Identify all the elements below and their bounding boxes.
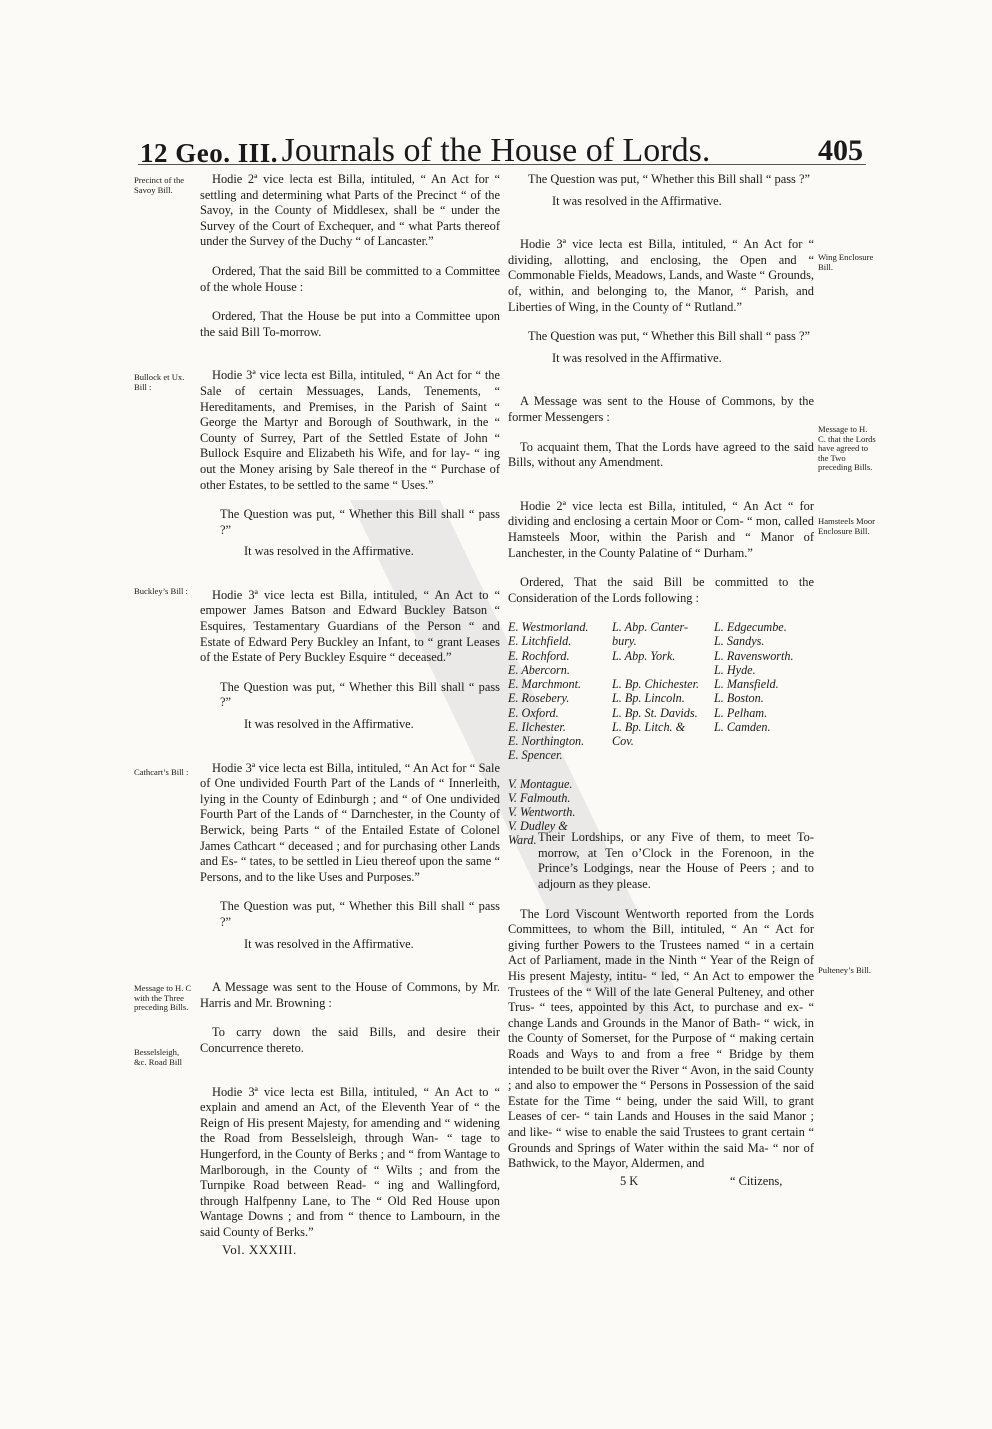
lords-column-barons xyxy=(714,620,794,734)
margin-note-message-commons: Message to H. C with the Three preceding Bills. xyxy=(134,983,192,1013)
lord-name: L. Boston. xyxy=(714,691,764,706)
right-column xyxy=(508,172,814,1190)
lord-name: L. Sandys. xyxy=(714,634,765,649)
message-purpose: To acquaint them, That the Lords have agreed to the said Bills, without any Amendment. xyxy=(508,439,814,470)
signature-mark: 5 K xyxy=(620,1173,639,1188)
margin-note-message-agreed: Message to H. C. that the Lords have agreed to the Two preceding Bills. xyxy=(818,424,876,473)
margin-note-bullock: Bullock et Ux. Bill : xyxy=(134,372,185,392)
lord-name: E. Rosebery. xyxy=(508,691,570,706)
lord-name: E. Rochford. xyxy=(508,648,570,663)
lord-name: L. Pelham. xyxy=(714,705,768,720)
left-column xyxy=(200,172,500,1258)
lord-name: E. Abercorn. xyxy=(508,662,570,677)
order-committee: Ordered, That the said Bill be committed to a Committee of the whole House : xyxy=(200,263,500,294)
lord-name: E. Litchfield. xyxy=(508,634,572,649)
entry-cathcart-bill: Hodie 3ª vice lecta est Billa, intituled, “ An Act for “ Sale of One undivided Fourth Part of the Lands of “ Innerleith, lying in the County of Edinburgh ; and “ of One undivided Fourth Part of the Lands of “ Darnchester, in the County of Berwick, being Parts “ of the Entailed Estate of Colonel James Cathcart “ deceased ; and for purchasing other Lands and Es- “ tates, to be settled in Lieu thereof upon the same “ Persons, and to the like Uses and Purposes.” xyxy=(200,760,500,884)
message-purpose: To carry down the said Bills, and desire their Concurrence thereto. xyxy=(200,1025,500,1055)
lord-name xyxy=(508,762,588,776)
margin-note-hamsteels: Hamsteels Moor Enclosure Bill. xyxy=(818,516,876,536)
question-put: The Question was put, “ Whether this Bill shall “ pass ?” xyxy=(528,172,810,186)
question-put: The Question was put, “ Whether this Bill shall “ pass ?” xyxy=(528,329,810,344)
entry-pulteney-report: The Lord Viscount Wentworth reported from the Lords Committees, to whom the Bill, intituled, “ An “ Act for giving further Powers to the Trustees named “ in a certain Act of Parliament, made in the Ninth “ Year of the Reign of His present Majesty, intitu- “ led, “ An Act to empower the Trustees of the “ Will of the late General Pulteney, and other Trus- “ tees, appointed by this Act, to purchase and ex- “ change Lands and Grounds in the Manor of Bath- “ wick, in the County of Somerset, for the Purpose of “ making certain Roads and Ways to and from a free “ Bridge by them intended to be built over the River “ Avon, in the said County ; and also to empower the “ Persons in Possession of the said Estate for the Time “ being, under the said Will, to grant Leases of cer- “ tain Lands and Houses in the said Manor ; and like- “ wise to enable the said Trustees to grant certain “ Grounds and Springs of Water within the said Ma- “ nor of Bathwick, to the Mayor, Aldermen, and xyxy=(508,906,814,1171)
lord-name: E. Spencer. xyxy=(508,748,563,763)
entry-savoy-bill: Hodie 2ª vice lecta est Billa, intituled, “ An Act for “ settling and determining what Parts of the Precinct “ of the Savoy, in the County of Middlesex, shall be “ under the Survey of the Court of Exchequer, and “ what Parts thereof under the Survey of the Duchy “ of Lancaster.” xyxy=(200,172,500,249)
order-committee-lords: Ordered, That the said Bill be committed to the Consideration of the Lords following : xyxy=(508,575,814,605)
question-put: The Question was put, “ Whether this Bill shall “ pass ?” xyxy=(220,507,500,537)
lord-name: L. Bp. St. Davids. xyxy=(612,705,698,720)
page-title: Journals of the House of Lords. xyxy=(281,132,711,169)
entry-wing-bill: Hodie 3ª vice lecta est Billa, intituled, “ An Act for “ dividing, allotting, and enclosing, the Open and “ Commonable Fields, Meadows, Lands, and Waste “ Grounds, of, within, and belonging to, the Manor, “ Parish, and Liberties of Wing, in the County of “ Rutland.” xyxy=(508,237,814,314)
resolution: It was resolved in the Affirmative. xyxy=(244,936,414,951)
lord-name: bury. xyxy=(612,634,637,649)
margin-note-savoy: Precinct of the Savoy Bill. xyxy=(134,175,185,195)
lord-name: V. Montague. xyxy=(508,776,573,791)
header-rule xyxy=(138,164,866,165)
lords-column-earls-viscounts xyxy=(508,620,588,847)
lord-name: V. Falmouth. xyxy=(508,790,571,805)
question-put: The Question was put, “ Whether this Bill shall “ pass ?” xyxy=(220,899,500,929)
regnal-year: 12 Geo. III. xyxy=(140,138,279,168)
lord-name: L. Bp. Chichester. xyxy=(612,677,700,692)
lord-name: L. Camden. xyxy=(714,719,771,734)
lord-name: E. Oxford. xyxy=(508,705,559,720)
resolution: It was resolved in the Affirmative. xyxy=(244,717,414,732)
question-put: The Question was put, “ Whether this Bill shall “ pass ?” xyxy=(220,679,500,710)
footer-row xyxy=(508,1174,814,1190)
lord-name: L. Hyde. xyxy=(714,662,756,677)
lord-name: V. Wentworth. xyxy=(508,804,576,819)
message-to-commons: A Message was sent to the House of Commons, by Mr. Harris and Mr. Browning : xyxy=(200,980,500,1010)
entry-besselsleigh-bill: Hodie 3ª vice lecta est Billa, intituled, “ An Act to “ explain and amend an Act, of the Eleventh Year of “ the Reign of His present Majesty, for amending and “ widening the Road from Besselsleigh, through Wan- “ tage to Hungerford, in the County of Berks ; and “ from Wantage to Marlborough, in the County of “ Wilts ; and from the Turnpike Road between Read- “ ing and Wallingford, through Halfpenny Lane, to The “ Old Red House upon Wantage Downs ; and from “ thence to Lambourn, in the said County of Berks.” xyxy=(200,1084,500,1239)
lord-name: L. Abp. Canter- xyxy=(612,620,689,635)
resolution: It was resolved in the Affirmative. xyxy=(552,350,722,365)
catchword: “ Citizens, xyxy=(730,1173,783,1188)
lord-name: L. Mansfield. xyxy=(714,677,779,692)
lord-name: Cov. xyxy=(612,733,634,748)
lord-name: L. Bp. Lincoln. xyxy=(612,691,685,706)
volume-label: Vol. XXXIII. xyxy=(222,1242,297,1258)
lord-name xyxy=(612,663,699,677)
margin-note-pulteney: Pulteney’s Bill. xyxy=(818,965,871,975)
margin-note-cathcart: Cathcart’s Bill : xyxy=(134,767,189,777)
lord-name: L. Ravensworth. xyxy=(714,648,794,663)
lord-name: L. Abp. York. xyxy=(612,648,676,663)
entry-hamsteels-bill: Hodie 2ª vice lecta est Billa, intituled, “ An Act “ for dividing and enclosing a certain Moor or Com- “ mon, called Hamsteels Moor, within the Parish and “ Manor of Lanchester, in the County Palatine of “ Durham.” xyxy=(508,498,814,560)
lord-name: E. Northington. xyxy=(508,733,585,748)
lord-name: V. Dudley & xyxy=(508,819,568,834)
resolution: It was resolved in the Affirmative. xyxy=(552,193,722,208)
lord-name: L. Bp. Litch. & xyxy=(612,719,686,734)
entry-buckley-bill: Hodie 3ª vice lecta est Billa, intituled, “ An Act to “ empower James Batson and Edward Buckley Batson “ Esquires, Testamentary Guardians of the Person “ and Estate of Edward Pery Buckley an Infant, to “ grant Leases of the Estate of Pery Buckley Esquire “ deceased.” xyxy=(200,587,500,665)
margin-note-buckley: Buckley’s Bill : xyxy=(134,586,188,596)
resolution: It was resolved in the Affirmative. xyxy=(244,544,414,559)
lords-committee-list xyxy=(508,620,814,848)
order-committee-tomorrow: Ordered, That the House be put into a Committee upon the said Bill To-morrow. xyxy=(200,309,500,339)
lord-name: L. Edgecumbe. xyxy=(714,620,787,635)
lord-name: E. Marchmont. xyxy=(508,677,581,692)
message-to-commons: A Message was sent to the House of Commons, by the former Messengers : xyxy=(508,394,814,424)
lord-name: E. Ilchester. xyxy=(508,719,566,734)
margin-note-wing: Wing Enclosure Bill. xyxy=(818,252,874,272)
meeting-instructions: Their Lordships, or any Five of them, to meet To-morrow, at Ten o’Clock in the Forenoon, in the Prince’s Lodgings, near the House of Peers ; and to adjourn as they please. xyxy=(538,830,814,892)
lord-name: Ward. xyxy=(508,833,537,848)
page-number: 405 xyxy=(818,134,863,167)
entry-bullock-bill: Hodie 3ª vice lecta est Billa, intituled, “ An Act for “ the Sale of certain Messuages, Lands, Tenements, “ Hereditaments, and Premises, in the Parish of Saint “ George the Martyr and Borough of Southwark, in the “ County of Surrey, Part of the Settled Estate of John “ Bullock Esquire and Elizabeth his Wife, and for lay- “ ing out the Money arising by Sale thereof in the “ Purchase of other Estates, to be settled to the same “ Uses.” xyxy=(200,368,500,492)
margin-note-besselsleigh: Besselsleigh, &c. Road Bill xyxy=(134,1047,182,1067)
lord-name: E. Westmorland. xyxy=(508,620,589,635)
lords-column-bishops xyxy=(612,620,699,748)
